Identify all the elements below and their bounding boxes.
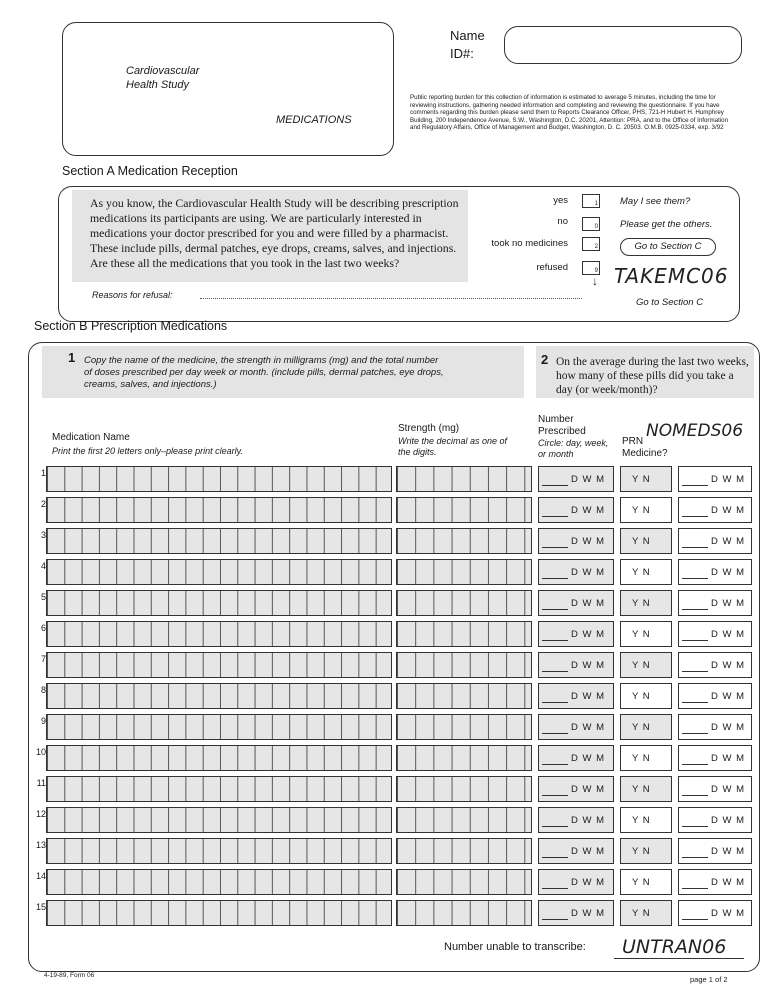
yn-options[interactable]: Y N (632, 629, 651, 640)
dwm-options[interactable]: D W M (571, 629, 606, 640)
row-number: 3 (40, 530, 46, 540)
strength-cells[interactable] (396, 528, 532, 554)
yn-options[interactable]: Y N (632, 877, 651, 888)
number-prescribed-field[interactable] (538, 807, 614, 833)
medication-row (30, 776, 756, 802)
row-number: 2 (40, 499, 46, 509)
number-blank (542, 733, 568, 734)
number-blank (542, 857, 568, 858)
number-blank (542, 826, 568, 827)
prn-field[interactable] (620, 528, 672, 554)
prn-field[interactable] (620, 559, 672, 585)
dwm-options[interactable]: D W M (711, 908, 746, 919)
row-number: 15 (35, 902, 46, 912)
form-title: MEDICATIONS (276, 114, 352, 126)
prn-field[interactable] (620, 590, 672, 616)
row-number: 4 (40, 561, 46, 571)
number-blank (542, 702, 568, 703)
dwm-options[interactable]: D W M (711, 567, 746, 578)
row-number: 11 (36, 778, 46, 788)
dwm-options[interactable]: D W M (711, 877, 746, 888)
average-taken-field[interactable] (678, 714, 752, 740)
row-number: 6 (40, 623, 46, 633)
medication-name-cells[interactable] (46, 745, 392, 771)
yn-options[interactable]: Y N (632, 505, 651, 516)
dwm-options[interactable]: D W M (711, 784, 746, 795)
response-action-yes: May I see them? (620, 196, 691, 207)
average-blank (682, 547, 708, 548)
medication-name-cells[interactable] (46, 590, 392, 616)
average-taken-field[interactable] (678, 807, 752, 833)
yn-options[interactable]: Y N (632, 815, 651, 826)
row-number: 8 (40, 685, 46, 695)
dwm-options[interactable]: D W M (571, 505, 606, 516)
dwm-options[interactable]: D W M (571, 784, 606, 795)
medication-row (30, 869, 756, 895)
medication-name-cells[interactable] (46, 807, 392, 833)
col-prn: PRN Medicine? (622, 436, 668, 459)
medication-name-cells[interactable] (46, 559, 392, 585)
number-prescribed-field[interactable] (538, 466, 614, 492)
strength-cells[interactable] (396, 807, 532, 833)
number-blank (542, 547, 568, 548)
dwm-options[interactable]: D W M (711, 660, 746, 671)
prn-field[interactable] (620, 466, 672, 492)
dwm-options[interactable]: D W M (571, 567, 606, 578)
yn-options[interactable]: Y N (632, 536, 651, 547)
medication-row (30, 497, 756, 523)
col-medication-name: Medication Name (52, 432, 130, 443)
average-blank (682, 826, 708, 827)
col-strength: Strength (mg) (398, 423, 460, 434)
medication-name-cells[interactable] (46, 683, 392, 709)
yn-options[interactable]: Y N (632, 691, 651, 702)
number-blank (542, 919, 568, 920)
number-prescribed-field[interactable] (538, 652, 614, 678)
medication-name-cells[interactable] (46, 621, 392, 647)
row-number: 1 (40, 468, 46, 478)
id-label: ID#: (450, 46, 474, 61)
average-blank (682, 671, 708, 672)
prn-field[interactable] (620, 652, 672, 678)
number-prescribed-field[interactable] (538, 838, 614, 864)
strength-cells[interactable] (396, 621, 532, 647)
dwm-options[interactable]: D W M (571, 722, 606, 733)
number-blank (542, 578, 568, 579)
section-b-title: Section B Prescription Medications (34, 319, 228, 333)
medication-name-cells[interactable] (46, 838, 392, 864)
number-blank (542, 516, 568, 517)
response-code-no-medicines[interactable]: 2 (582, 237, 600, 251)
dwm-options[interactable]: D W M (711, 846, 746, 857)
average-taken-field[interactable] (678, 590, 752, 616)
dwm-options[interactable]: D W M (571, 598, 606, 609)
dwm-options[interactable]: D W M (711, 629, 746, 640)
strength-cells[interactable] (396, 776, 532, 802)
prn-field[interactable] (620, 838, 672, 864)
question-1-number: 1 (68, 350, 76, 365)
strength-cells[interactable] (396, 559, 532, 585)
average-blank (682, 733, 708, 734)
handwritten-takemc: TAKEMC06 (614, 264, 729, 288)
form-id: 4-19-89, Form 06 (44, 972, 95, 979)
average-taken-field[interactable] (678, 466, 752, 492)
average-blank (682, 919, 708, 920)
prn-field[interactable] (620, 497, 672, 523)
dwm-options[interactable]: D W M (571, 846, 606, 857)
study-name: Cardiovascular Health Study (126, 65, 200, 91)
goto-section-c-pill: Go to Section C (620, 238, 716, 256)
unable-to-transcribe-label: Number unable to transcribe: (444, 941, 586, 953)
number-prescribed-field[interactable] (538, 683, 614, 709)
strength-cells[interactable] (396, 683, 532, 709)
prn-field[interactable] (620, 869, 672, 895)
response-label-no: no (557, 216, 568, 227)
yn-options[interactable]: Y N (632, 908, 651, 919)
response-label-no-medicines: took no medicines (491, 238, 568, 249)
response-code-yes[interactable]: 1 (582, 194, 600, 208)
medication-name-cells[interactable] (46, 497, 392, 523)
goto-section-c-label: Go to Section C (636, 297, 704, 308)
handwritten-untran: UNTRAN06 (622, 936, 727, 958)
dwm-options[interactable]: D W M (711, 691, 746, 702)
medication-row (30, 590, 756, 616)
average-taken-field[interactable] (678, 838, 752, 864)
medication-name-cells[interactable] (46, 869, 392, 895)
number-blank (542, 485, 568, 486)
section-a-title: Section A Medication Reception (62, 164, 238, 178)
number-prescribed-field[interactable] (538, 497, 614, 523)
average-taken-field[interactable] (678, 621, 752, 647)
average-taken-field[interactable] (678, 900, 752, 926)
medication-name-cells[interactable] (46, 714, 392, 740)
dwm-options[interactable]: D W M (571, 877, 606, 888)
prn-field[interactable] (620, 745, 672, 771)
medication-row (30, 745, 756, 771)
prn-field[interactable] (620, 900, 672, 926)
average-blank (682, 857, 708, 858)
form-title-box (62, 22, 394, 156)
yn-options[interactable]: Y N (632, 567, 651, 578)
average-blank (682, 888, 708, 889)
medication-row (30, 621, 756, 647)
dwm-options[interactable]: D W M (711, 722, 746, 733)
average-blank (682, 640, 708, 641)
number-prescribed-field[interactable] (538, 528, 614, 554)
medication-row (30, 683, 756, 709)
question-2-number: 2 (541, 352, 549, 367)
medication-name-cells[interactable] (46, 528, 392, 554)
dwm-options[interactable]: D W M (711, 598, 746, 609)
row-number: 9 (40, 716, 46, 726)
number-prescribed-field[interactable] (538, 590, 614, 616)
strength-cells[interactable] (396, 900, 532, 926)
average-taken-field[interactable] (678, 559, 752, 585)
prn-field[interactable] (620, 714, 672, 740)
number-prescribed-field[interactable] (538, 869, 614, 895)
average-taken-field[interactable] (678, 652, 752, 678)
average-taken-field[interactable] (678, 776, 752, 802)
name-label: Name (450, 28, 485, 43)
reasons-for-refusal-label: Reasons for refusal: (92, 290, 173, 300)
col-strength-sub: Write the decimal as one of the digits. (398, 436, 508, 457)
response-code-refused[interactable]: 9 (582, 261, 600, 275)
row-number: 12 (35, 809, 46, 819)
number-prescribed-field[interactable] (538, 776, 614, 802)
response-label-refused: refused (536, 262, 568, 273)
medication-name-cells[interactable] (46, 776, 392, 802)
average-blank (682, 795, 708, 796)
medication-name-cells[interactable] (46, 900, 392, 926)
number-blank (542, 888, 568, 889)
response-action-no: Please get the others. (620, 219, 713, 230)
dwm-options[interactable]: D W M (571, 536, 606, 547)
medication-row (30, 838, 756, 864)
strength-cells[interactable] (396, 497, 532, 523)
number-prescribed-field[interactable] (538, 714, 614, 740)
medication-name-cells[interactable] (46, 466, 392, 492)
average-taken-field[interactable] (678, 745, 752, 771)
yn-options[interactable]: Y N (632, 846, 651, 857)
prn-field[interactable] (620, 621, 672, 647)
prn-field[interactable] (620, 776, 672, 802)
page-number: page 1 of 2 (690, 975, 728, 984)
response-code-no[interactable]: 0 (582, 217, 600, 231)
question-2-text: On the average during the last two weeks, how many of these pills did you take a day (or week/month)? (556, 356, 749, 396)
strength-cells[interactable] (396, 590, 532, 616)
question-1-text: Copy the name of the medicine, the strength in milligrams (mg) and the total number of doses prescribed per day week or month. (include pills, dermal patches, eye drops, creams, salves, and injections.) (84, 355, 444, 390)
yn-options[interactable]: Y N (632, 660, 651, 671)
dwm-options[interactable]: D W M (711, 753, 746, 764)
strength-cells[interactable] (396, 714, 532, 740)
average-taken-field[interactable] (678, 497, 752, 523)
medication-row (30, 900, 756, 926)
row-number: 10 (35, 747, 46, 757)
medication-row (30, 714, 756, 740)
strength-cells[interactable] (396, 745, 532, 771)
reasons-for-refusal-line[interactable] (200, 298, 582, 299)
average-blank (682, 516, 708, 517)
average-blank (682, 702, 708, 703)
strength-cells[interactable] (396, 869, 532, 895)
section-a-question: As you know, the Cardiovascular Health Study will be describing prescription medications its participants are using. We are particularly interested in medications your doctor prescribed for you and were filled by a pharmacist. These include pills, dermal patches, eye drops, creams, salves, and injections. Are these all the medications that you took in the last two weeks? (90, 196, 459, 270)
dwm-options[interactable]: D W M (711, 815, 746, 826)
row-number: 7 (40, 654, 46, 664)
dwm-options[interactable]: D W M (711, 505, 746, 516)
medication-row (30, 466, 756, 492)
yn-options[interactable]: Y N (632, 753, 651, 764)
medication-row (30, 807, 756, 833)
average-blank (682, 485, 708, 486)
average-taken-field[interactable] (678, 869, 752, 895)
dwm-options[interactable]: D W M (571, 474, 606, 485)
row-number: 14 (35, 871, 46, 881)
col-number-prescribed: Number Prescribed (538, 414, 586, 437)
col-medication-name-sub: Print the first 20 letters only–please print clearly. (52, 446, 243, 456)
dwm-options[interactable]: D W M (571, 815, 606, 826)
yn-options[interactable]: Y N (632, 784, 651, 795)
number-prescribed-field[interactable] (538, 559, 614, 585)
average-taken-field[interactable] (678, 528, 752, 554)
number-prescribed-field[interactable] (538, 745, 614, 771)
average-taken-field[interactable] (678, 683, 752, 709)
unable-to-transcribe-line[interactable] (614, 958, 744, 959)
dwm-options[interactable]: D W M (571, 908, 606, 919)
dwm-options[interactable]: D W M (711, 474, 746, 485)
burden-statement: Public reporting burden for this collection of information is estimated to average 5 minutes, including the time for reviewing instructions, gathering needed information and completing and reviewing the questionnaire. If you have comments regarding this burden please send them to Reports Clearance Officer, PHS, 721-H Hubert H. Humphrey Building, 200 Independence Avenue, S.W., Washington, D.C. 20201, Attention: PRA, and to the Office of Information and Regulatory Affairs, Office of Management and Budget, Washington, D. C. 20503. O.M.B. 0925-0334, exp. 3/92 (410, 94, 729, 132)
average-blank (682, 609, 708, 610)
row-number: 5 (40, 592, 46, 602)
col-number-prescribed-sub: Circle: day, week, or month (538, 438, 609, 459)
handwritten-nomeds: NOMEDS06 (646, 421, 744, 441)
dwm-options[interactable]: D W M (571, 660, 606, 671)
medication-row (30, 652, 756, 678)
medication-name-cells[interactable] (46, 652, 392, 678)
prn-field[interactable] (620, 683, 672, 709)
name-id-field[interactable] (504, 26, 742, 64)
number-prescribed-field[interactable] (538, 900, 614, 926)
strength-cells[interactable] (396, 838, 532, 864)
number-blank (542, 764, 568, 765)
dwm-options[interactable]: D W M (571, 753, 606, 764)
dwm-options[interactable]: D W M (711, 536, 746, 547)
number-prescribed-field[interactable] (538, 621, 614, 647)
down-arrow-icon: ↓ (592, 274, 598, 288)
yn-options[interactable]: Y N (632, 722, 651, 733)
dwm-options[interactable]: D W M (571, 691, 606, 702)
medication-row (30, 528, 756, 554)
response-label-yes: yes (553, 195, 568, 206)
strength-cells[interactable] (396, 652, 532, 678)
number-blank (542, 671, 568, 672)
medication-row (30, 559, 756, 585)
average-blank (682, 578, 708, 579)
row-number: 13 (35, 840, 46, 850)
yn-options[interactable]: Y N (632, 598, 651, 609)
strength-cells[interactable] (396, 466, 532, 492)
yn-options[interactable]: Y N (632, 474, 651, 485)
number-blank (542, 640, 568, 641)
average-blank (682, 764, 708, 765)
prn-field[interactable] (620, 807, 672, 833)
number-blank (542, 609, 568, 610)
number-blank (542, 795, 568, 796)
